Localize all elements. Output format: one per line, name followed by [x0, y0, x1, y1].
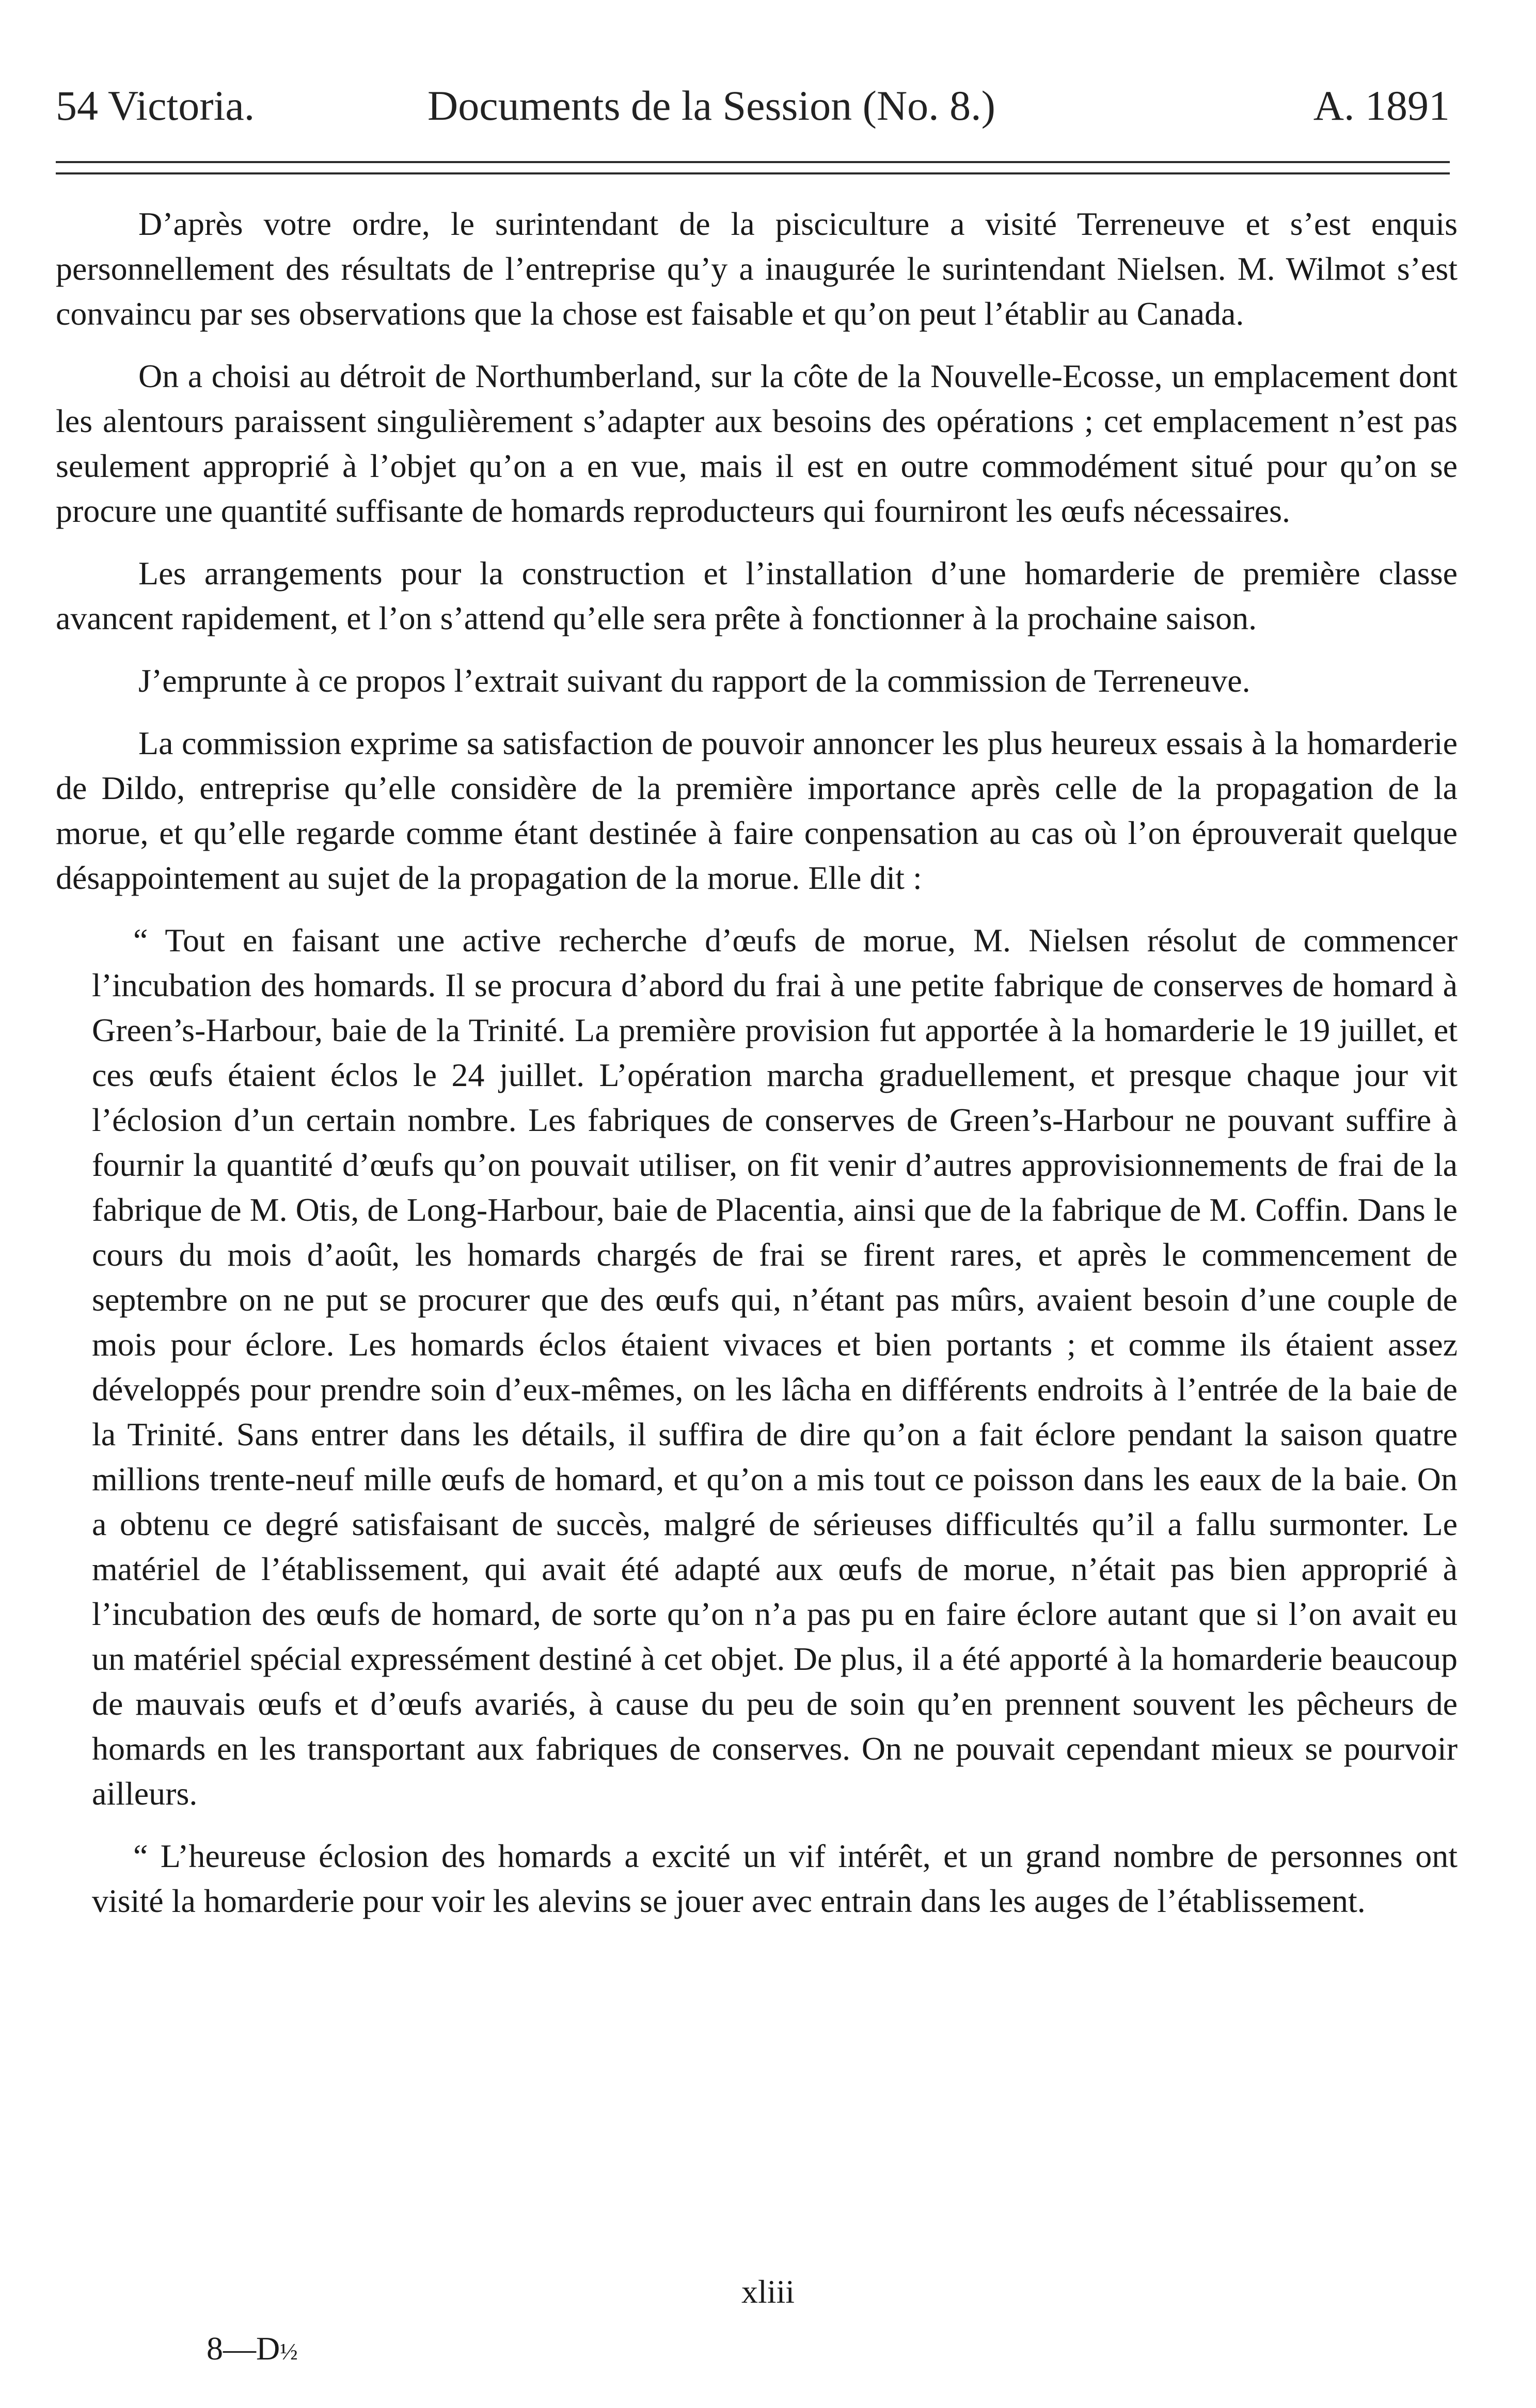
- paragraph-2: On a choisi au détroit de Northumberland, sur la côte de la Nouvelle-Ecosse, un emplacement dont les alentours paraissent singulièrement s’adapter aux besoins des opérations ; cet emplacement n’est pas seulement approprié à l’objet qu’on a en vue, mais il est en outre commodément situé pour qu’on se procure une quantité suffisante de homards reproducteurs qui fourniront les œufs nécessaires.: [56, 358, 1458, 529]
- signature-text: 8—D: [207, 2330, 280, 2367]
- quoted-paragraph-2: “ L’heureuse éclosion des homards a excité un vif intérêt, et un grand nombre de personnes ont visité la homarderie pour voir les alevins se jouer avec entrain dans les auges de l’établissement.: [92, 1838, 1458, 1919]
- page-number: [0, 2271, 1536, 2313]
- quoted-paragraph-1: “ Tout en faisant une active recherche d’œufs de morue, M. Nielsen résolut de commencer l’incubation des homards. Il se procura d’abord du frai à une petite fabrique de conserves de homard à Green’s-Harbour, baie de la Trinité. La première provision fut apportée à la homarderie le 19 juillet, et ces œufs étaient éclos le 24 juillet. L’opération marcha graduellement, et presque chaque jour vit l’éclosion d’un certain nombre. Les fabriques de conserves de Green’s-Harbour ne pouvant suffire à fournir la quantité d’œufs qu’on pouvait utiliser, on fit venir d’autres approvisionnements de frai de la fabrique de M. Otis, de Long-Harbour, baie de Placentia, ainsi que de la fabrique de M. Coffin. Dans le cours du mois d’août, les homards chargés de frai se firent rares, et après le commencement de septembre on ne put se procurer que des œufs qui, n’étant pas mûrs, avaient besoin d’une couple de mois pour éclore. Les homards éclos étaient vivaces et bien portants ; et comme ils étaient assez développés pour prendre soin d’eux-mêmes, on les lâcha en différents endroits à l’entrée de la baie de la Trinité. Sans entrer dans les détails, il suffira de dire qu’on a fait éclore pendant la saison quatre millions trente-neuf mille œufs de homard, et qu’on a mis tout ce poisson dans les eaux de la baie. On a obtenu ce degré satisfaisant de succès, malgré de sérieuses difficultés qu’il a fallu surmonter. Le matériel de l’établissement, qui avait été adapté aux œufs de morue, n’était pas bien approprié à l’incubation des œufs de homard, de sorte qu’on n’a pas pu en faire éclore autant que si l’on avait eu un matériel spécial expressément destiné à cet objet. De plus, il a été apporté à la homarderie beaucoup de mauvais œufs et d’œufs avariés, à cause du peu de soin qu’en prennent souvent les pêcheurs de homards en les transportant aux fabriques de conserves. On ne pouvait cependant mieux se pourvoir ailleurs.: [92, 922, 1458, 1812]
- paragraph-5: La commission exprime sa satisfaction de pouvoir annoncer les plus heureux essais à la homarderie de Dildo, entreprise qu’elle considère de la première importance après celle de la propagation de la morue, et qu’elle regarde comme étant destinée à faire conpensation au cas où l’on éprouverait quelque désappointement au sujet de la propagation de la morue. Elle dit :: [56, 725, 1458, 896]
- body-text: [56, 201, 1458, 1941]
- running-header: [56, 77, 1450, 134]
- signature-fraction: ½: [280, 2338, 298, 2365]
- header-volume: 54 Victoria.: [56, 82, 255, 129]
- paragraph-3: Les arrangements pour la construction et l’installation d’une homarderie de première classe avancent rapidement, et l’on s’attend qu’elle sera prête à fonctionner à la prochaine saison.: [56, 555, 1458, 636]
- header-title: Documents de la Session (No. 8.): [427, 82, 995, 129]
- paragraph-1: D’après votre ordre, le surintendant de la pisciculture a visité Terreneuve et s’est enquis personnellement des résultats de l’entreprise qu’y a inaugurée le surintendant Nielsen. M. Wilmot s’est convaincu par ses observations que la chose est faisable et qu’on peut l’établir au Canada.: [56, 205, 1458, 332]
- header-rule-bottom: [56, 172, 1450, 174]
- paragraph-4: J’emprunte à ce propos l’extrait suivant du rapport de la commission de Terreneuve.: [138, 662, 1250, 699]
- page-number-text: xliii: [741, 2273, 795, 2310]
- header-rule-top: [56, 161, 1450, 163]
- header-year: A. 1891: [1313, 82, 1450, 129]
- signature-mark: [207, 2328, 298, 2372]
